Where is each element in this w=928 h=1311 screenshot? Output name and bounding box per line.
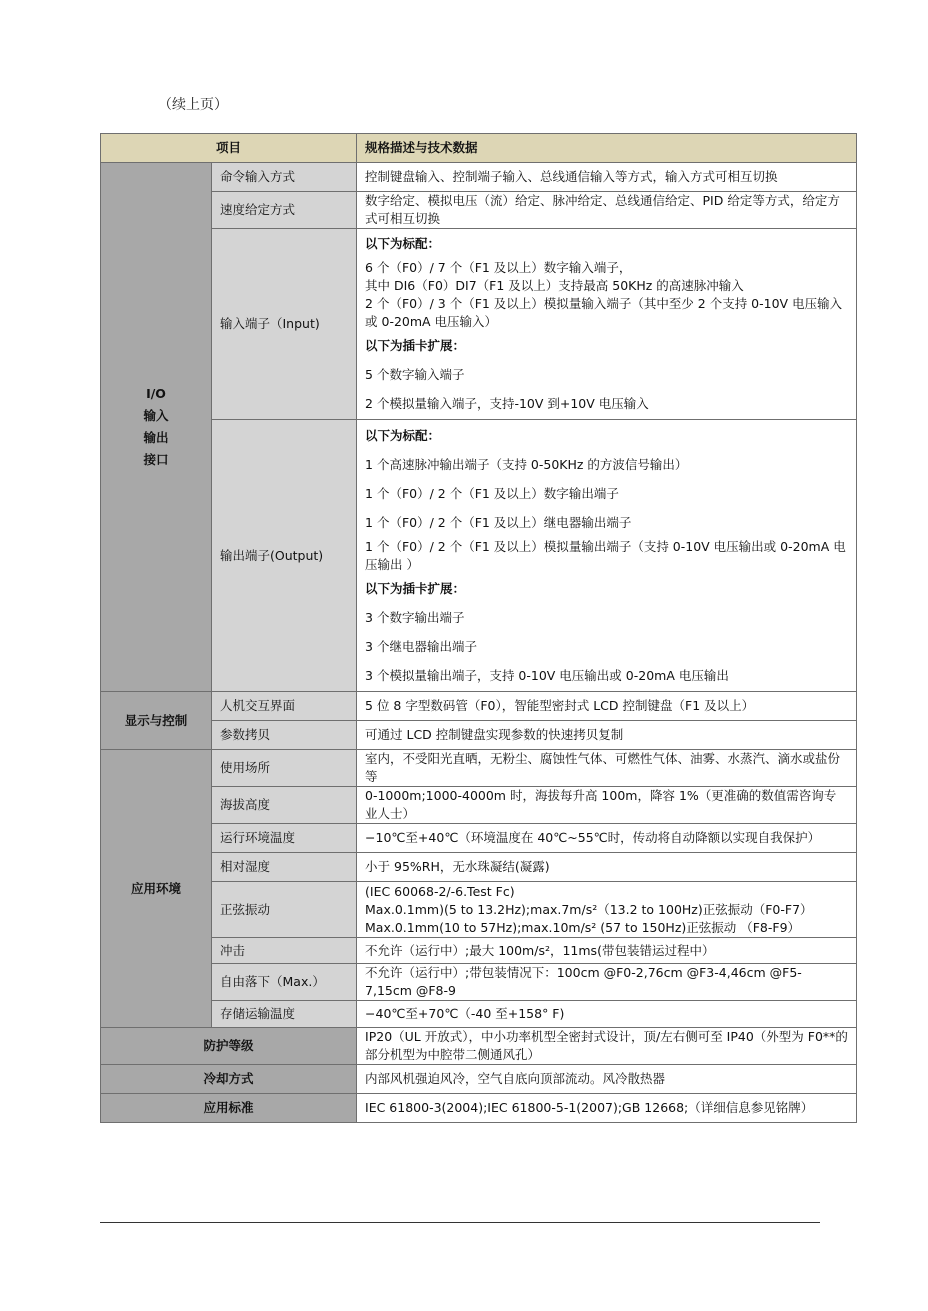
value-line: 6 个（F0）/ 7 个（F1 及以上）数字输入端子， — [365, 260, 632, 275]
row-label: 自由落下（Max.） — [212, 964, 357, 1001]
table-row — [101, 824, 857, 853]
row-value: 室内，不受阳光直晒，无粉尘、腐蚀性气体、可燃性气体、油雾、水蒸汽、滴水或盐份等 — [357, 750, 857, 787]
ext-title: 以下为插卡扩展： — [365, 338, 466, 353]
value-line: 1 个（F0）/ 2 个（F1 及以上）数字输出端子 — [365, 485, 619, 501]
table-row — [101, 692, 857, 721]
table-row — [101, 964, 857, 1001]
row-value: −10℃至+40℃（环境温度在 40℃~55℃时，传动将自动降额以实现自我保护） — [357, 824, 857, 853]
row-label: 人机交互界面 — [212, 692, 357, 721]
std-title: 以下为标配： — [365, 236, 441, 251]
row-label: 参数拷贝 — [212, 721, 357, 750]
row-value: 0-1000m;1000-4000m 时，海拔每升高 100m，降容 1%（更准确的数值需咨询专业人士） — [357, 787, 857, 824]
row-value: 数字给定、模拟电压（流）给定、脉冲给定、总线通信给定、PID 给定等方式，给定方式可相互切换 — [357, 192, 857, 229]
category-protect: 防护等级 — [101, 1028, 357, 1065]
category-cooling: 冷却方式 — [101, 1065, 357, 1094]
value-line: 1 个（F0）/ 2 个（F1 及以上）继电器输出端子 — [365, 514, 632, 530]
row-label: 正弦振动 — [212, 882, 357, 938]
value-line: 其中 DI6（F0）DI7（F1 及以上）支持最高 50KHz 的高速脉冲输入 — [365, 278, 744, 293]
table-row — [101, 1001, 857, 1028]
category-display: 显示与控制 — [101, 692, 212, 750]
ext-title: 以下为插卡扩展： — [365, 580, 466, 596]
table-row — [101, 229, 857, 420]
table-row — [101, 721, 857, 750]
row-value — [357, 420, 857, 692]
continued-note: （续上页） — [158, 97, 228, 113]
header-item: 项目 — [101, 134, 357, 163]
value-line: 2 个模拟量输入端子，支持-10V 到+10V 电压输入 — [365, 396, 649, 411]
row-value: 5 位 8 字型数码管（F0），智能型密封式 LCD 控制键盘（F1 及以上） — [357, 692, 857, 721]
row-value: 可通过 LCD 控制键盘实现参数的快速拷贝复制 — [357, 721, 857, 750]
header-spec: 规格描述与技术数据 — [357, 134, 857, 163]
row-value — [357, 229, 857, 420]
row-label: 使用场所 — [212, 750, 357, 787]
value-line: 5 个数字输入端子 — [365, 367, 465, 382]
row-label: 命令输入方式 — [212, 163, 357, 192]
row-value: 不允许（运行中）;带包装情况下：100cm @F0-2,76cm @F3-4,46cm @F5-7,15cm @F8-9 — [357, 964, 857, 1001]
value-line: 3 个数字输出端子 — [365, 609, 465, 625]
table-row — [101, 1094, 857, 1123]
row-label: 海拔高度 — [212, 787, 357, 824]
table-row — [101, 853, 857, 882]
table-row — [101, 938, 857, 964]
table-row — [101, 192, 857, 229]
row-value: IP20（UL 开放式），中小功率机型全密封式设计，顶/左右侧可至 IP40（外型为 F0**的部分机型为中腔带二侧通风孔） — [357, 1028, 857, 1065]
value-line: 3 个继电器输出端子 — [365, 638, 477, 654]
row-label: 输入端子（Input) — [212, 229, 357, 420]
row-value: 不允许（运行中）;最大 100m/s²，11ms(带包装错运过程中） — [357, 938, 857, 964]
value-line: 1 个高速脉冲输出端子（支持 0-50KHz 的方波信号输出） — [365, 456, 688, 472]
row-value: 小于 95%RH，无水珠凝结(凝露) — [357, 853, 857, 882]
value-line: Max.0.1mm(10 to 57Hz);max.10m/s² (57 to 150Hz)正弦振动 （F8-F9） — [365, 919, 801, 935]
row-value: 控制键盘输入、控制端子输入、总线通信输入等方式，输入方式可相互切换 — [357, 163, 857, 192]
category-standard: 应用标准 — [101, 1094, 357, 1123]
spec-table — [100, 133, 857, 1123]
row-label: 输出端子(Output) — [212, 420, 357, 692]
footer-rule — [100, 1222, 820, 1223]
row-value: 内部风机强迫风冷，空气自底向顶部流动。风冷散热器 — [357, 1065, 857, 1094]
row-label: 相对湿度 — [212, 853, 357, 882]
value-line: (IEC 60068-2/-6.Test Fc) — [365, 883, 515, 899]
table-row — [101, 882, 857, 938]
table-row — [101, 1028, 857, 1065]
table-row — [101, 750, 857, 787]
table-row — [101, 163, 857, 192]
value-line: Max.0.1mm)(5 to 13.2Hz);max.7m/s²（13.2 to 100Hz)正弦振动（F0-F7） — [365, 901, 813, 917]
std-title: 以下为标配： — [365, 427, 441, 443]
value-line: 1 个（F0）/ 2 个（F1 及以上）模拟量输出端子（支持 0-10V 电压输出或 0-20mA 电压输出 ） — [365, 538, 846, 572]
table-header — [101, 134, 857, 163]
row-label: 速度给定方式 — [212, 192, 357, 229]
row-label: 冲击 — [212, 938, 357, 964]
value-line: 2 个（F0）/ 3 个（F1 及以上）模拟量输入端子（其中至少 2 个支持 0-10V 电压输入或 0-20mA 电压输入） — [365, 296, 843, 329]
category-io: I/O 输入 输出 接口 — [101, 163, 212, 692]
row-value: −40℃至+70℃（-40 至+158° F) — [357, 1001, 857, 1028]
category-env: 应用环境 — [101, 750, 212, 1028]
table-row — [101, 420, 857, 692]
row-label: 运行环境温度 — [212, 824, 357, 853]
table-row — [101, 1065, 857, 1094]
table-row — [101, 787, 857, 824]
value-line: 3 个模拟量输出端子，支持 0-10V 电压输出或 0-20mA 电压输出 — [365, 667, 729, 683]
row-label: 存储运输温度 — [212, 1001, 357, 1028]
row-value: IEC 61800-3(2004);IEC 61800-5-1(2007);GB 12668;（详细信息参见铭牌） — [357, 1094, 857, 1123]
row-value — [357, 882, 857, 938]
